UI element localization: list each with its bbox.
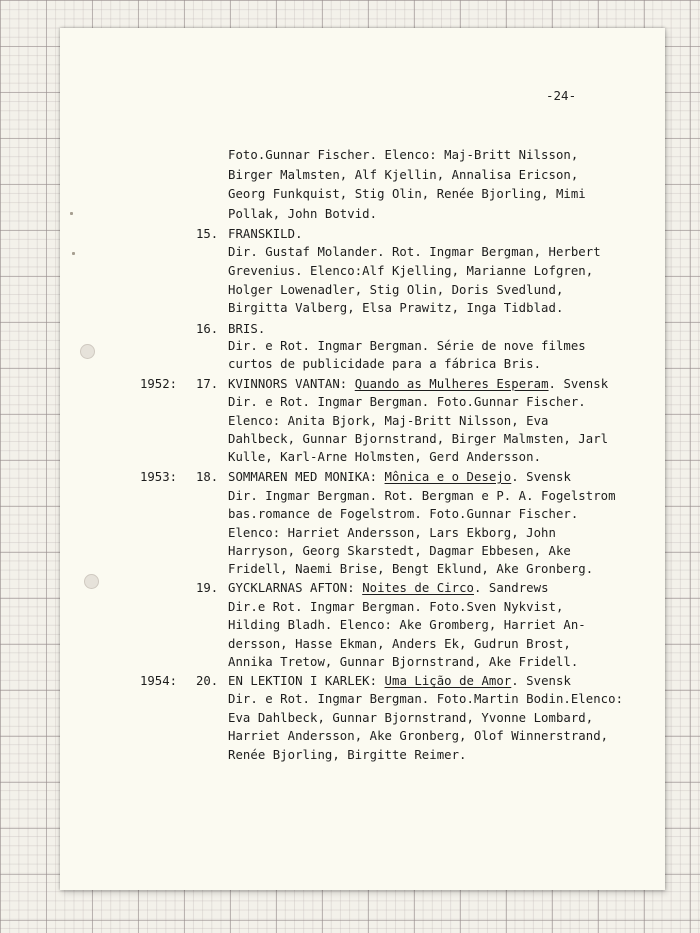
text-line: Fridell, Naemi Brise, Bengt Eklund, Ake Gronberg. (228, 562, 594, 576)
film-heading (228, 470, 571, 484)
text-line: Georg Funkquist, Stig Olin, Renée Bjorling, Mimi (228, 187, 586, 201)
film-title: EN LEKTION I KARLEK: (228, 674, 378, 688)
paper-mark (72, 252, 75, 255)
studio: . Svensk (511, 674, 571, 688)
film-title: BRIS. (228, 322, 266, 336)
text-line: curtos de publicidade para a fábrica Bris. (228, 357, 542, 371)
page-number: -24- (546, 88, 577, 103)
film-heading (228, 674, 571, 688)
portuguese-title: Mônica e o Desejo (384, 470, 512, 484)
film-title: GYCKLARNAS AFTON: (228, 581, 355, 595)
entry-number: 19. (196, 581, 219, 595)
text-line: Birger Malmsten, Alf Kjellin, Annalisa Ericson, (228, 168, 579, 182)
text-line: Eva Dahlbeck, Gunnar Bjornstrand, Yvonne Lombard, (228, 711, 594, 725)
punch-hole (84, 574, 99, 589)
film-title: KVINNORS VANTAN: (228, 377, 348, 391)
entry-number: 16. (196, 322, 219, 336)
text-line: bas.romance de Fogelstrom. Foto.Gunnar Fischer. (228, 507, 579, 521)
text-line: Dir.e Rot. Ingmar Bergman. Foto.Sven Nykvist, (228, 600, 564, 614)
paper-mark (70, 212, 73, 215)
text-line: Annika Tretow, Gunnar Bjornstrand, Ake Fridell. (228, 655, 579, 669)
entry-number: 18. (196, 470, 219, 484)
year-label: 1954: (140, 674, 178, 688)
text-line: Foto.Gunnar Fischer. Elenco: Maj-Britt Nilsson, (228, 148, 579, 162)
portuguese-title: Noites de Circo (362, 581, 474, 595)
text-line: Dahlbeck, Gunnar Bjornstrand, Birger Malmsten, Jarl (228, 432, 609, 446)
year-label: 1953: (140, 470, 178, 484)
text-line: Dir. Gustaf Molander. Rot. Ingmar Bergman, Herbert (228, 245, 601, 259)
text-line: Pollak, John Botvid. (228, 207, 378, 221)
text-line: Hilding Bladh. Elenco: Ake Gromberg, Harriet An- (228, 618, 586, 632)
text-line: Dir. Ingmar Bergman. Rot. Bergman e P. A. Fogelstrom (228, 489, 616, 503)
text-line: Elenco: Harriet Andersson, Lars Ekborg, John (228, 526, 556, 540)
text-line: Grevenius. Elenco:Alf Kjelling, Marianne Lofgren, (228, 264, 594, 278)
text-line: Birgitta Valberg, Elsa Prawitz, Inga Tidblad. (228, 301, 564, 315)
text-line: Kulle, Karl-Arne Holmsten, Gerd Andersson. (228, 450, 542, 464)
film-title: SOMMAREN MED MONIKA: (228, 470, 378, 484)
text-line: Holger Lowenadler, Stig Olin, Doris Svedlund, (228, 283, 564, 297)
studio: . Svensk (511, 470, 571, 484)
entry-number: 17. (196, 377, 219, 391)
film-title: FRANSKILD. (228, 227, 303, 241)
portuguese-title: Uma Lição de Amor (384, 674, 512, 688)
text-line: Dir. e Rot. Ingmar Bergman. Foto.Martin Bodin.Elenco: (228, 692, 624, 706)
film-heading (228, 581, 549, 595)
text-line: dersson, Hasse Ekman, Anders Ek, Gudrun Brost, (228, 637, 571, 651)
studio: . Sandrews (474, 581, 549, 595)
text-line: Harryson, Georg Skarstedt, Dagmar Ebbesen, Ake (228, 544, 571, 558)
text-line: Dir. e Rot. Ingmar Bergman. Foto.Gunnar Fischer. (228, 395, 586, 409)
punch-hole (80, 344, 95, 359)
entry-number: 15. (196, 227, 219, 241)
entry-number: 20. (196, 674, 219, 688)
text-line: Renée Bjorling, Birgitte Reimer. (228, 748, 467, 762)
year-label: 1952: (140, 377, 178, 391)
film-heading (228, 377, 608, 391)
portuguese-title: Quando as Mulheres Esperam (354, 377, 549, 391)
studio: . Svensk (548, 377, 609, 391)
text-line: Harriet Andersson, Ake Gronberg, Olof Winnerstrand, (228, 729, 609, 743)
text-line: Elenco: Anita Bjork, Maj-Britt Nilsson, Eva (228, 414, 549, 428)
text-line: Dir. e Rot. Ingmar Bergman. Série de nove filmes (228, 339, 586, 353)
